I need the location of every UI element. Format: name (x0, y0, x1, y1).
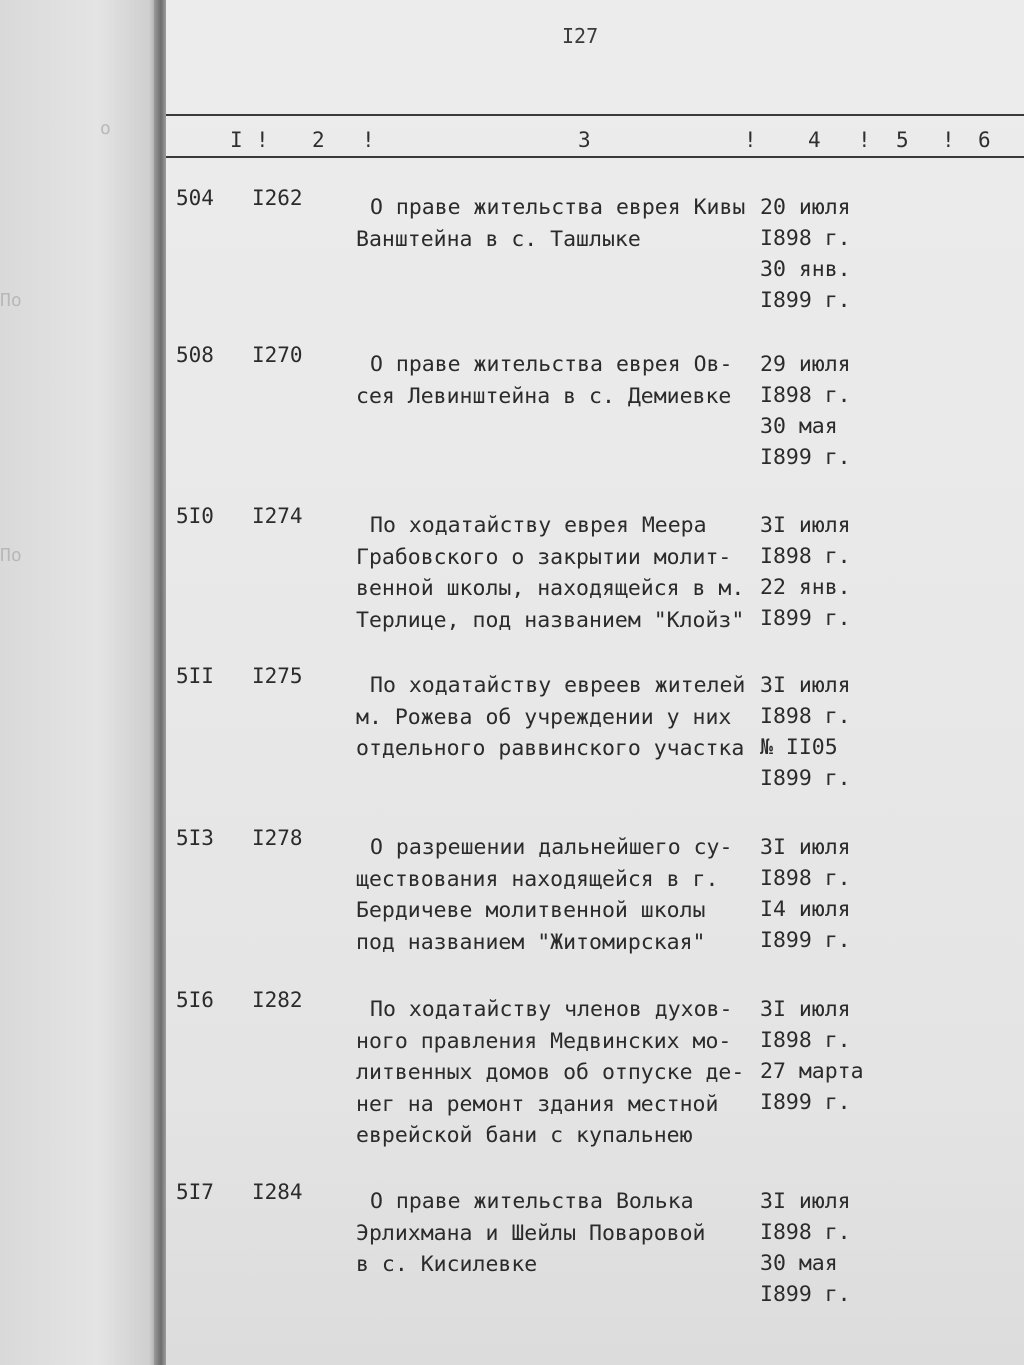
column-header-3: 3 (578, 128, 591, 152)
date-line: I898 г. (760, 1220, 851, 1245)
column-header-6: 6 (978, 128, 991, 152)
column-header-1: I (230, 128, 243, 152)
date-line: 30 мая (760, 414, 838, 439)
column-separator: ! (362, 128, 375, 152)
date-line: 22 янв. (760, 575, 851, 600)
entry-number: 5I6 (176, 988, 214, 1012)
entry-description (356, 670, 756, 765)
date-line: 3I июля (760, 1189, 851, 1214)
column-separator: ! (858, 128, 871, 152)
document-number: I275 (252, 664, 303, 688)
description-line: Грабовского о закрытии молит- (356, 544, 732, 570)
entry-description (356, 349, 756, 412)
description-line: еврейской бани с купальнею (356, 1123, 693, 1148)
entry-dates (760, 832, 851, 956)
entry-dates (760, 994, 864, 1118)
entry-description (356, 510, 756, 636)
date-line: I4 июля (760, 897, 851, 922)
entry-number: 5II (176, 664, 214, 688)
description-line: Терлице, под названием "Клойз" (356, 607, 745, 633)
date-line: 3I июля (760, 835, 851, 860)
description-line: нег на ремонт здания местной (356, 1091, 719, 1117)
entry-dates (760, 510, 851, 634)
header-bottom-rule (166, 156, 1024, 158)
description-line: По ходатайству евреев жителей (370, 673, 746, 698)
description-line: под названием "Житомирская" (356, 929, 706, 955)
description-line: в с. Кисилевке (356, 1252, 538, 1277)
entry-description (356, 192, 756, 255)
date-line: I898 г. (760, 866, 851, 891)
entry-description (356, 994, 756, 1152)
column-header-2: 2 (312, 128, 325, 152)
date-line: I898 г. (760, 704, 851, 729)
date-line: 29 июля (760, 352, 851, 377)
description-line: По ходатайству еврея Меера (370, 513, 707, 538)
date-line: № II05 (760, 735, 838, 760)
description-line: О разрешении дальнейшего су- (370, 835, 733, 860)
entry-number: 508 (176, 343, 214, 367)
date-line: I899 г. (760, 1090, 851, 1115)
date-line: I899 г. (760, 445, 851, 470)
page-number: I27 (562, 24, 599, 48)
description-line: м. Рожева об учреждении у них (356, 704, 732, 730)
document-number: I274 (252, 504, 303, 528)
date-line: I898 г. (760, 544, 851, 569)
document-page (166, 0, 1024, 1365)
entry-number: 5I3 (176, 826, 214, 850)
entry-dates (760, 349, 851, 473)
document-number: I262 (252, 186, 303, 210)
date-line: I898 г. (760, 1028, 851, 1053)
document-number: I282 (252, 988, 303, 1012)
date-line: I898 г. (760, 383, 851, 408)
date-line: 3I июля (760, 513, 851, 538)
date-line: I899 г. (760, 606, 851, 631)
description-line: сея Левинштейна в с. Демиевке (356, 383, 732, 409)
description-line: отдельного раввинского участка (356, 736, 745, 761)
description-line: ного правления Медвинских мо- (356, 1028, 732, 1054)
description-line: О праве жительства еврея Кивы (370, 195, 746, 220)
document-number: I278 (252, 826, 303, 850)
date-line: I899 г. (760, 928, 851, 953)
date-line: I899 г. (760, 766, 851, 791)
description-line: ществования находящейся в г. (356, 866, 719, 892)
date-line: 3I июля (760, 997, 851, 1022)
entry-dates (760, 1186, 851, 1310)
entry-dates (760, 670, 851, 794)
description-line: О праве жительства еврея Ов- (370, 352, 733, 377)
description-line: Бердичеве молитвенной школы (356, 898, 706, 923)
description-line: Ванштейна в с. Ташлыке (356, 226, 641, 252)
entry-number: 504 (176, 186, 214, 210)
column-header-5: 5 (896, 128, 909, 152)
entry-dates (760, 192, 851, 316)
date-line: I898 г. (760, 226, 851, 251)
date-line: I899 г. (760, 1282, 851, 1307)
entry-description (356, 832, 756, 958)
description-line: По ходатайству членов духов- (370, 997, 733, 1022)
bleed-through-text: По (0, 290, 22, 311)
date-line: I899 г. (760, 288, 851, 313)
previous-page-edge (0, 0, 162, 1365)
column-separator: ! (744, 128, 757, 152)
description-line: венной школы, находящейся в м. (356, 576, 745, 601)
bleed-through-text: о (100, 118, 111, 139)
entry-description (356, 1186, 756, 1281)
entry-number: 5I7 (176, 1180, 214, 1204)
description-line: О праве жительства Волька (370, 1189, 694, 1214)
date-line: 30 янв. (760, 257, 851, 282)
date-line: 27 марта (760, 1059, 864, 1084)
column-header-4: 4 (808, 128, 821, 152)
entry-number: 5I0 (176, 504, 214, 528)
date-line: 3I июля (760, 673, 851, 698)
description-line: литвенных домов об отпуске де- (356, 1060, 745, 1085)
header-top-rule (166, 114, 1024, 116)
column-separator: ! (942, 128, 955, 152)
document-number: I270 (252, 343, 303, 367)
date-line: 30 мая (760, 1251, 838, 1276)
date-line: 20 июля (760, 195, 851, 220)
bleed-through-text: По (0, 545, 22, 566)
description-line: Эрлихмана и Шейлы Поваровой (356, 1220, 706, 1246)
document-number: I284 (252, 1180, 303, 1204)
column-separator: ! (256, 128, 269, 152)
